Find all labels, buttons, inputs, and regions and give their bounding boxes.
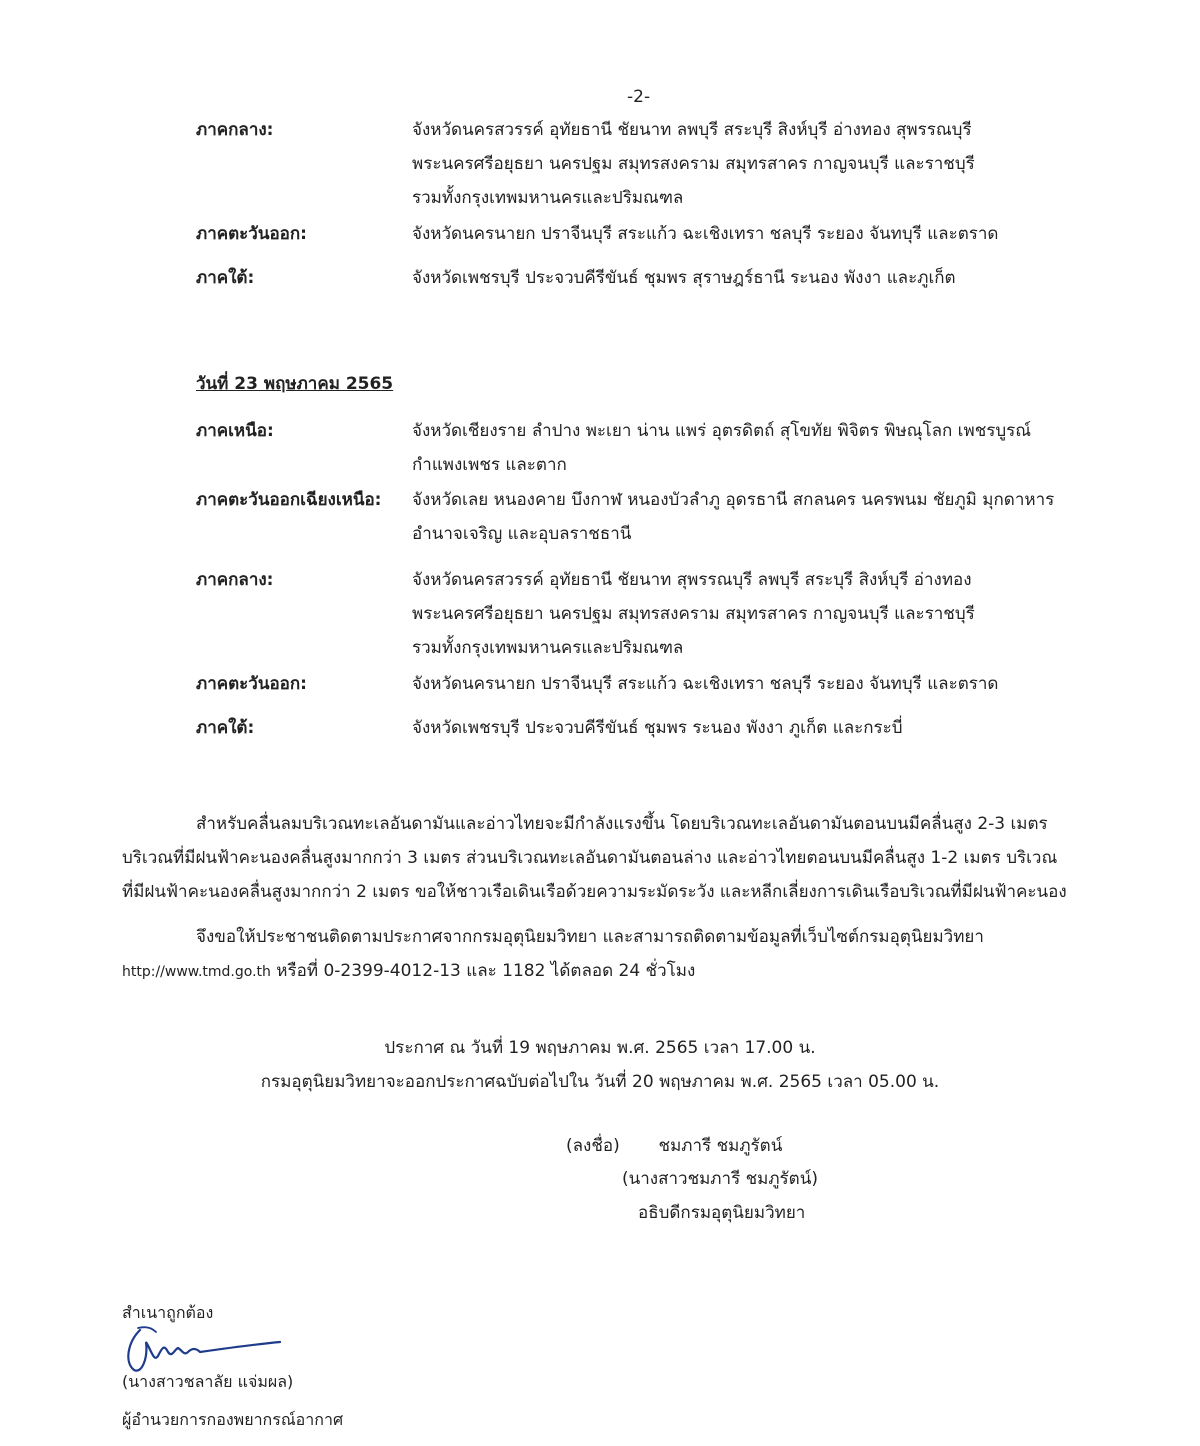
province-line: จังหวัดนครนายก ปราจีนบุรี สระแก้ว ฉะเชิงเทรา ชลบุรี ระยอง จันทบุรี และตราด xyxy=(412,674,999,694)
region-label: ภาคกลาง: xyxy=(196,120,274,140)
announce-line-1: ประกาศ ณ วันที่ 19 พฤษภาคม พ.ศ. 2565 เวลา 17.00 น. xyxy=(384,1038,816,1058)
province-text xyxy=(412,667,998,701)
region-label: ภาคกลาง: xyxy=(196,570,274,590)
follow-paragraph xyxy=(122,920,1084,989)
website-link[interactable]: http://www.tmd.go.th xyxy=(122,964,271,980)
province-text xyxy=(412,711,903,745)
wave-paragraph xyxy=(122,807,1084,909)
province-text xyxy=(412,217,998,251)
paragraph-line: บริเวณที่มีฝนฟ้าคะนองคลื่นสูงมากกว่า 3 เมตร ส่วนบริเวณทะเลอันดามันตอนล่าง และอ่าวไทยตอนบนมีคลื่นสูง 1-2 เมตร บริเวณ xyxy=(122,848,1058,868)
region-label: ภาคตะวันออก: xyxy=(196,224,307,244)
province-line: จังหวัดเพชรบุรี ประจวบคีรีขันธ์ ชุมพร ระนอง พังงา ภูเก็ต และกระบี่ xyxy=(412,718,903,738)
province-line: จังหวัดนครนายก ปราจีนบุรี สระแก้ว ฉะเชิงเทรา ชลบุรี ระยอง จันทบุรี และตราด xyxy=(412,224,999,244)
signed-line xyxy=(566,1129,782,1163)
paragraph-line xyxy=(122,954,1084,989)
province-text xyxy=(412,113,975,215)
province-line: พระนครศรีอยุธยา นครปฐม สมุทรสงคราม สมุทรสาคร กาญจนบุรี และราชบุรี xyxy=(412,154,975,174)
paragraph-line: ที่มีฝนฟ้าคะนองคลื่นสูงมากกว่า 2 เมตร ขอให้ชาวเรือเดินเรือด้วยความระมัดระวัง และหลีกเลี่ยงการเดินเรือบริเวณที่มีฝนฟ้าคะนอง xyxy=(122,882,1067,902)
province-line: อำนาจเจริญ และอุบลราชธานี xyxy=(412,524,632,544)
announce-line-2: กรมอุตุนิยมวิทยาจะออกประกาศฉบับต่อไปใน วันที่ 20 พฤษภาคม พ.ศ. 2565 เวลา 05.00 น. xyxy=(260,1072,940,1092)
page-number: -2- xyxy=(627,87,651,107)
province-line: จังหวัดนครสวรรค์ อุทัยธานี ชัยนาท ลพบุรี สระบุรี สิงห์บุรี อ่างทอง สุพรรณบุรี xyxy=(412,120,972,140)
region-label: ภาคเหนือ: xyxy=(196,421,274,441)
signed-name: ชมภารี ชมภูรัตน์ xyxy=(658,1136,783,1156)
province-text xyxy=(412,483,1054,551)
region-label: ภาคตะวันออก: xyxy=(196,674,307,694)
signed-prefix: (ลงชื่อ) xyxy=(566,1136,620,1156)
province-line: รวมทั้งกรุงเทพมหานครและปริมณฑล xyxy=(412,188,684,208)
province-line: กำแพงเพชร และตาก xyxy=(412,455,567,475)
region-label: ภาคใต้: xyxy=(196,718,255,738)
paragraph-line: สำหรับคลื่นลมบริเวณทะเลอันดามันและอ่าวไทยจะมีกำลังแรงขึ้น โดยบริเวณทะเลอันดามันตอนบนมีคลื่นสูง 2-3 เมตร xyxy=(196,814,1048,834)
province-text xyxy=(412,261,956,295)
province-line: จังหวัดนครสวรรค์ อุทัยธานี ชัยนาท สุพรรณบุรี ลพบุรี สระบุรี สิงห์บุรี อ่างทอง xyxy=(412,570,972,590)
date-heading: วันที่ 23 พฤษภาคม 2565 xyxy=(196,374,394,394)
province-line: พระนครศรีอยุธยา นครปฐม สมุทรสงคราม สมุทรสาคร กาญจนบุรี และราชบุรี xyxy=(412,604,975,624)
certified-name: (นางสาวชลาลัย แจ่มผล) xyxy=(122,1372,294,1391)
signatory-full-name: (นางสาวชมภารี ชมภูรัตน์) xyxy=(622,1169,818,1189)
certified-heading: สำเนาถูกต้อง xyxy=(122,1303,214,1322)
region-label: ภาคตะวันออกเฉียงเหนือ: xyxy=(196,490,382,510)
region-label: ภาคใต้: xyxy=(196,268,255,288)
province-text xyxy=(412,414,1031,482)
signatory-title: อธิบดีกรมอุตุนิยมวิทยา xyxy=(638,1203,806,1223)
province-line: จังหวัดเพชรบุรี ประจวบคีรีขันธ์ ชุมพร สุราษฎร์ธานี ระนอง พังงา และภูเก็ต xyxy=(412,268,956,288)
contact-text: หรือที่ 0-2399-4012-13 และ 1182 ได้ตลอด 24 ชั่วโมง xyxy=(270,961,696,981)
certified-title: ผู้อำนวยการกองพยากรณ์อากาศ xyxy=(122,1410,344,1429)
province-line: จังหวัดเลย หนองคาย บึงกาฬ หนองบัวลำภู อุดรธานี สกลนคร นครพนม ชัยภูมิ มุกดาหาร xyxy=(412,490,1055,510)
province-line: จังหวัดเชียงราย ลำปาง พะเยา น่าน แพร่ อุตรดิตถ์ สุโขทัย พิจิตร พิษณุโลก เพชรบูรณ์ xyxy=(412,421,1032,441)
paragraph-line: จึงขอให้ประชาชนติดตามประกาศจากกรมอุตุนิยมวิทยา และสามารถติดตามข้อมูลที่เว็บไซต์กรมอุตุนิยมวิทยา xyxy=(196,927,984,947)
province-line: รวมทั้งกรุงเทพมหานครและปริมณฑล xyxy=(412,638,684,658)
province-text xyxy=(412,563,975,665)
